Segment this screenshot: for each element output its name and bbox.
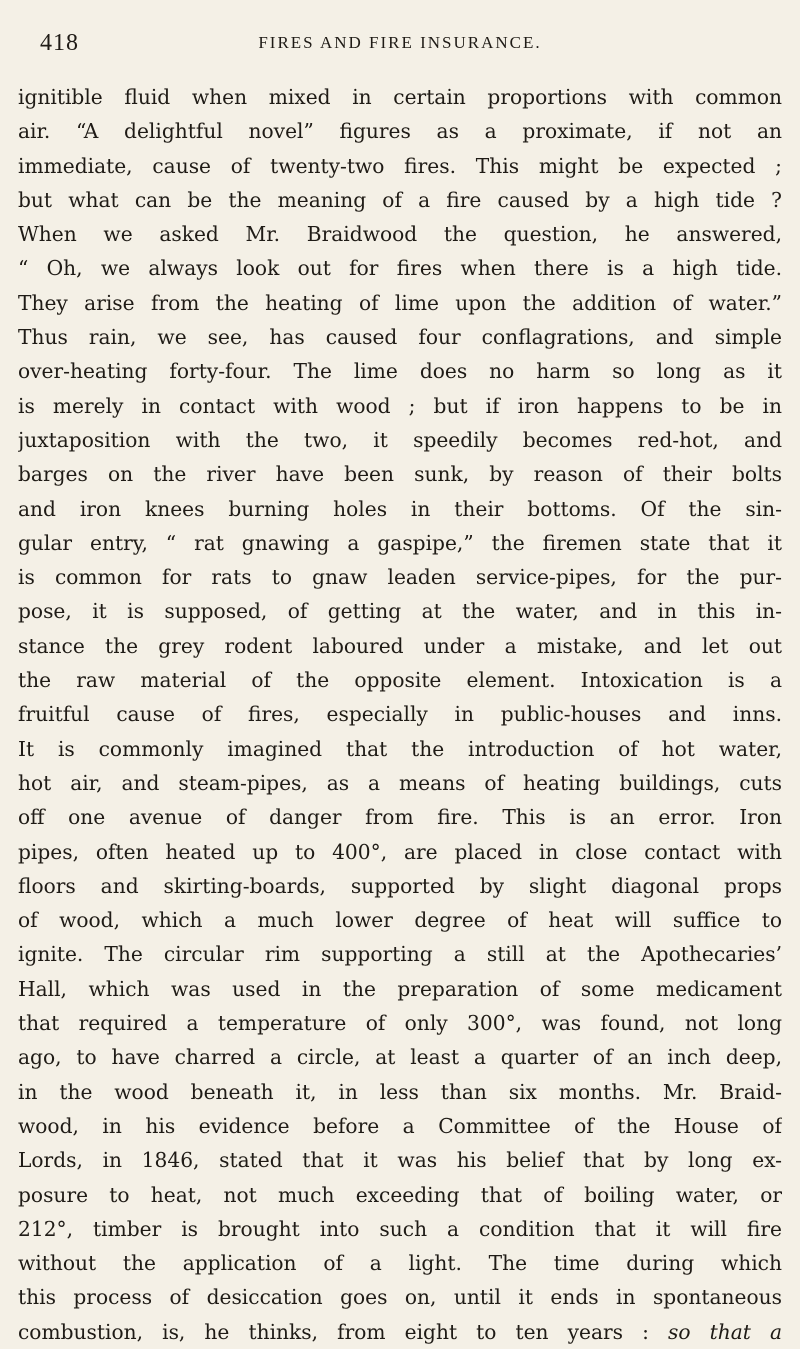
running-head: [18, 24, 782, 64]
text-line: in the wood beneath it, in less than six months. Mr. Braid-: [18, 1079, 782, 1104]
running-title: FIRES AND FIRE INSURANCE.: [258, 33, 542, 52]
text-line: air. “A delightful novel” figures as a proximate, if not an: [18, 119, 782, 144]
text-line: gular entry, “ rat gnawing a gaspipe,” the firemen state that it: [18, 530, 782, 555]
text-line: 212°, timber is brought into such a condition that it will fire: [18, 1216, 782, 1241]
text-line: posure to heat, not much exceeding that of boiling water, or: [18, 1182, 782, 1207]
text-line: over-heating forty-four. The lime does no harm so long as it: [18, 359, 782, 384]
text-line: immediate, cause of twenty-two fires. This might be expected ;: [18, 153, 782, 178]
text-line: that required a temperature of only 300°, was found, not long: [18, 1011, 782, 1036]
text-line-final-roman: combustion, is, he thinks, from eight to ten years :: [18, 1319, 649, 1344]
text-line: without the application of a light. The time during which: [18, 1251, 782, 1276]
text-line: off one avenue of danger from fire. This is an error. Iron: [18, 805, 782, 830]
text-line: juxtaposition with the two, it speedily becomes red-hot, and: [18, 427, 782, 452]
text-line: and iron knees burning holes in their bottoms. Of the sin-: [18, 496, 782, 521]
text-line: Thus rain, we see, has caused four conflagrations, and simple: [18, 325, 782, 350]
text-line: barges on the river have been sunk, by reason of their bolts: [18, 462, 782, 487]
text-line: ago, to have charred a circle, at least a quarter of an inch deep,: [18, 1045, 782, 1070]
text-line: stance the grey rodent laboured under a mistake, and let out: [18, 633, 782, 658]
text-line: ignite. The circular rim supporting a still at the Apothecaries’: [18, 942, 782, 967]
text-line: ignitible fluid when mixed in certain proportions with common: [18, 85, 782, 109]
text-line: It is commonly imagined that the introduction of hot water,: [18, 736, 782, 761]
text-line: the raw material of the opposite element. Intoxication is a: [18, 668, 782, 693]
text-line-final: [18, 1315, 782, 1349]
text-line: this process of desiccation goes on, until it ends in spontaneous: [18, 1285, 782, 1310]
text-line: but what can be the meaning of a fire caused by a high tide ?: [18, 187, 782, 212]
text-line: Hall, which was used in the preparation of some medicament: [18, 976, 782, 1001]
text-line: wood, in his evidence before a Committee of the House of: [18, 1113, 782, 1138]
text-line-final-italic: so that a: [668, 1319, 782, 1344]
text-line: pipes, often heated up to 400°, are placed in close contact with: [18, 839, 782, 864]
text-line: floors and skirting-boards, supported by slight diagonal props: [18, 873, 782, 898]
text-line: When we asked Mr. Braidwood the question, he answered,: [18, 222, 782, 247]
text-line: hot air, and steam-pipes, as a means of heating buildings, cuts: [18, 770, 782, 795]
body-text: [18, 80, 782, 1349]
text-line: is merely in contact with wood ; but if iron happens to be in: [18, 393, 782, 418]
page-number: 418: [40, 30, 79, 56]
text-line: fruitful cause of fires, especially in public-houses and inns.: [18, 702, 782, 727]
text-line: is common for rats to gnaw leaden service-pipes, for the pur-: [18, 565, 782, 590]
text-line: They arise from the heating of lime upon the addition of water.”: [18, 290, 782, 315]
text-line: of wood, which a much lower degree of heat will suffice to: [18, 908, 782, 933]
text-line: “ Oh, we always look out for fires when there is a high tide.: [18, 256, 782, 281]
text-line: pose, it is supposed, of getting at the water, and in this in-: [18, 599, 782, 624]
text-line: Lords, in 1846, stated that it was his belief that by long ex-: [18, 1148, 782, 1173]
